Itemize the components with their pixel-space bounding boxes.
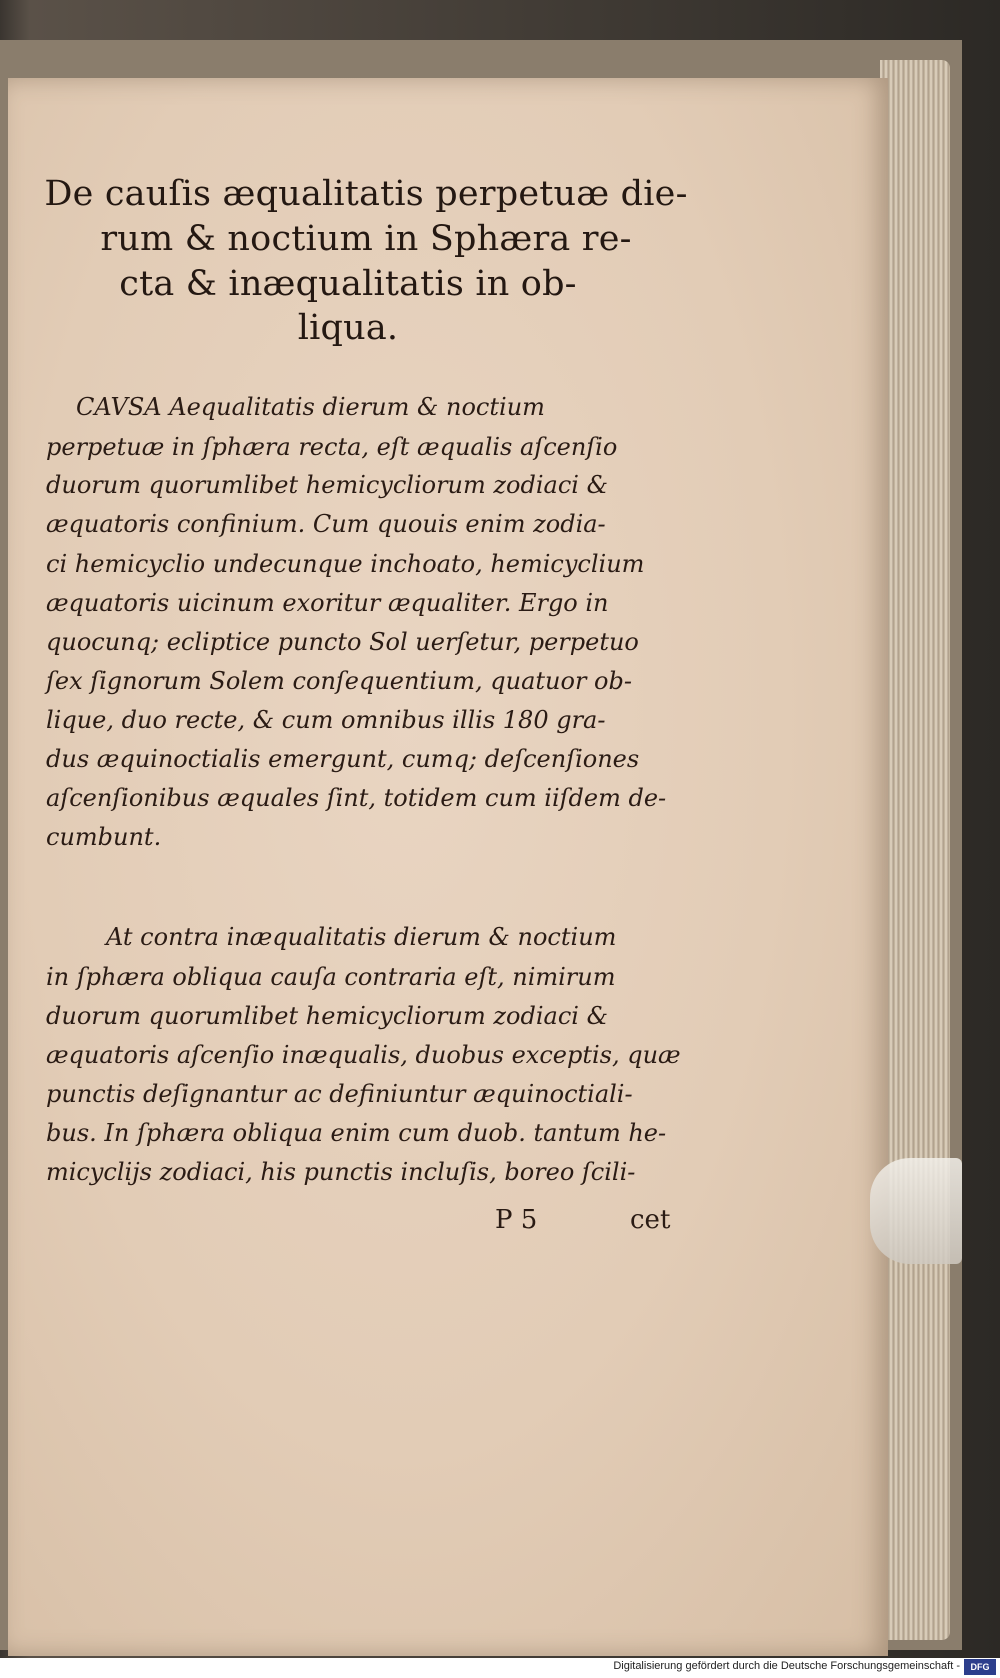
dfg-logo: DFG: [964, 1659, 996, 1675]
paragraph-line: æquatoris uicinum exoritur æqualiter. Ergo in: [46, 589, 609, 617]
paragraph-line: dus æquinoctialis emergunt, cumq; deſcenſiones: [46, 745, 640, 773]
paragraph-line: æquatoris aſcenſio inæqualis, duobus exceptis, quæ: [46, 1041, 681, 1069]
paragraph-line: aſcenſionibus æquales ſint, totidem cum iiſdem de-: [46, 784, 667, 812]
footer-bar: [0, 1658, 1000, 1678]
paragraph-line: punctis deſignantur ac definiuntur æquinoctiali-: [46, 1080, 633, 1108]
paragraph-line: ci hemicyclio undecunque inchoato, hemicyclium: [46, 550, 645, 578]
page-edges: [880, 60, 950, 1640]
footer-credit: Digitalisierung gefördert durch die Deutsche Forschungsgemeinschaft -: [613, 1660, 960, 1672]
paragraph-line: ſex ſignorum Solem conſequentium, quatuor ob-: [46, 667, 632, 695]
paragraph-line: micyclijs zodiaci, his punctis incluſis, boreo ſcili-: [46, 1158, 636, 1186]
catchword: cet: [630, 1205, 671, 1235]
paragraph-line: quocunq; ecliptice puncto Sol uerſetur, perpetuo: [46, 628, 639, 656]
page-marker-tab: [870, 1158, 962, 1264]
paragraph-line: bus. In ſphæra obliqua enim cum duob. tantum he-: [46, 1119, 667, 1147]
paragraph-line: cumbunt.: [46, 823, 162, 851]
book-page: [8, 78, 888, 1656]
paragraph-line: perpetuæ in ſphæra recta, eſt æqualis aſcenſio: [46, 433, 618, 461]
paragraph-line: duorum quorumlibet hemicycliorum zodiaci &: [46, 1002, 608, 1030]
paragraph-line: in ſphæra obliqua cauſa contraria eſt, nimirum: [46, 963, 616, 991]
paragraph-line: lique, duo recte, & cum omnibus illis 180 gra-: [46, 706, 606, 734]
paragraph-line: duorum quorumlibet hemicycliorum zodiaci &: [46, 471, 608, 499]
paragraph-line: At contra inæqualitatis dierum & noctium: [106, 923, 617, 951]
title-line: cta & inæqualitatis in ob-: [119, 264, 577, 304]
title-line: liqua.: [297, 308, 399, 348]
title-line: rum & noctium in Sphæra re-: [100, 219, 632, 259]
title-line: De cauſis æqualitatis perpetuæ die-: [44, 174, 688, 214]
paragraph-line: CAVSA Aequalitatis dierum & noctium: [76, 393, 545, 421]
signature-mark: P 5: [495, 1205, 538, 1235]
paragraph-line: æquatoris confinium. Cum quouis enim zodia-: [46, 510, 606, 538]
